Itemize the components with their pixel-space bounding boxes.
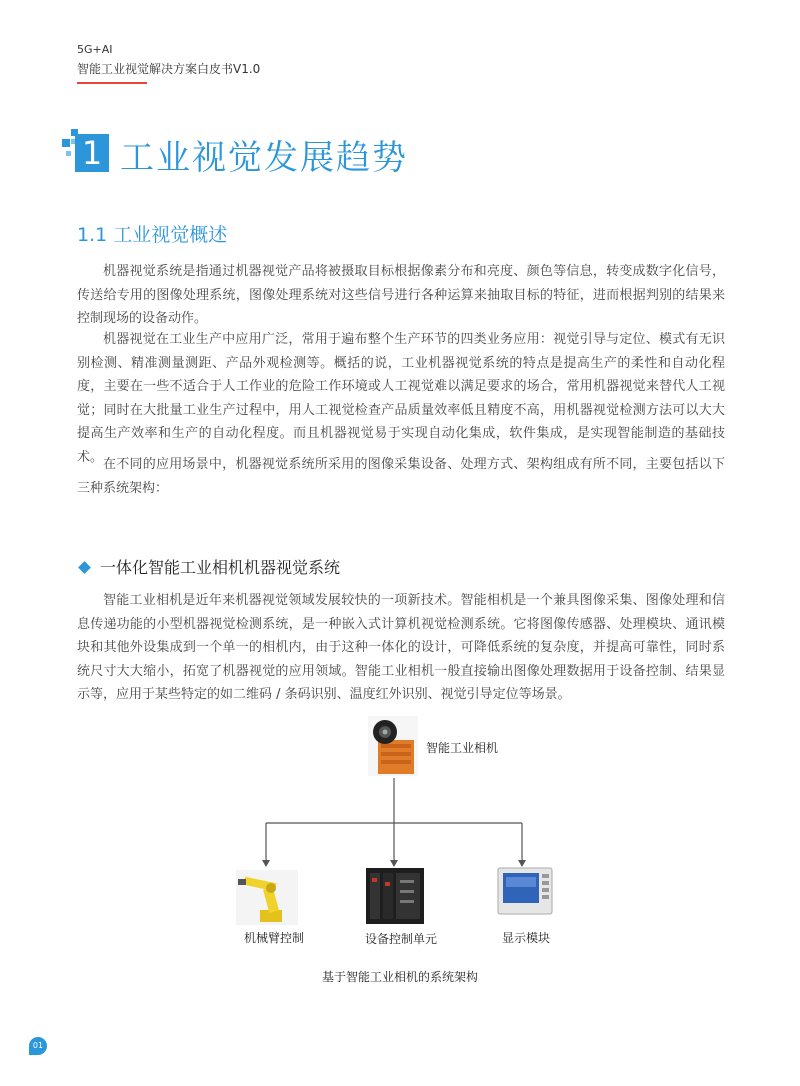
robot-arm-icon (236, 870, 298, 925)
chapter-number: 1 (75, 134, 109, 172)
paragraph-2: 机器视觉在工业生产中应用广泛，常用于遍布整个生产环节的四类业务应用：视觉引导与定位、模式有无识别检测、精准测量测距、产品外观检测等。概括的说，工业机器视觉系统的特点是提高生产的柔性和自动化程度，主要在一些不适合于人工作业的危险工作环境或人工视觉难以满足要求的场合，常用机器视觉来替代人工视觉；同时在大批量工业生产过程中，用人工视觉检查产品质量效率低且精度不高，用机器视觉检测方法可以大大提高生产效率和生产的自动化程度。而且机器视觉易于实现自动化集成，软件集成，是实现智能制造的基础技术。 (77, 332, 725, 465)
display-module-icon (498, 868, 552, 914)
smart-camera-icon (368, 716, 418, 776)
subsection-title: 一体化智能工业相机机器视觉系统 (100, 558, 341, 577)
paragraph-4: 智能工业相机是近年来机器视觉领域发展较快的一项新技术。智能相机是一个兼具图像采集、图像处理和信息传递功能的小型机器视觉检测系统，是一种嵌入式计算机视觉检测系统。它将图像传感器、处理模块、通讯模块和其他外设集成到一个单一的相机内，由于这种一体化的设计，可降低系统的复杂度，并提高可靠性，同时系统尺寸大大缩小，拓宽了机器视觉的应用领域。智能工业相机一般直接输出图像处理数据用于设备控制、结果显示等，应用于某些特定的如二维码 / 条码识别、温度红外识别、视觉引导定位等场景。 (77, 593, 725, 702)
diamond-bullet-icon (78, 561, 91, 574)
header-title: 智能工业视觉解决方案白皮书V1.0 (77, 62, 261, 76)
diagram-node-label-robot: 机械臂控制 (244, 931, 305, 945)
section-title: 1.1 工业视觉概述 (77, 224, 228, 246)
connector-lines (266, 778, 522, 862)
chapter-title: 工业视觉发展趋势 (120, 138, 408, 178)
diagram-caption: 基于智能工业相机的系统架构 (321, 970, 478, 984)
diagram-top-label: 智能工业相机 (426, 741, 499, 755)
diagram-node-label-control: 设备控制单元 (365, 932, 438, 946)
header-rule (77, 82, 147, 84)
system-architecture-diagram (0, 700, 800, 1000)
header-tag: 5G+AI (77, 43, 113, 56)
diagram-node-label-display: 显示模块 (502, 931, 551, 945)
diagram-canvas (0, 700, 800, 1000)
paragraph-1: 机器视觉系统是指通过机器视觉产品将被摄取目标根据像素分布和亮度、颜色等信息，转变成数字化信号，传送给专用的图像处理系统，图像处理系统对这些信号进行各种运算来抽取目标的特征，进而根据判别的结果来控制现场的设备动作。 (77, 264, 725, 326)
paragraph-3: 在不同的应用场景中，机器视觉系统所采用的图像采集设备、处理方式、架构组成有所不同，主要包括以下三种系统架构： (77, 457, 725, 496)
control-unit-icon (366, 868, 424, 924)
connector-arrowheads (262, 860, 526, 867)
page-number-badge: 01 (29, 1037, 47, 1055)
